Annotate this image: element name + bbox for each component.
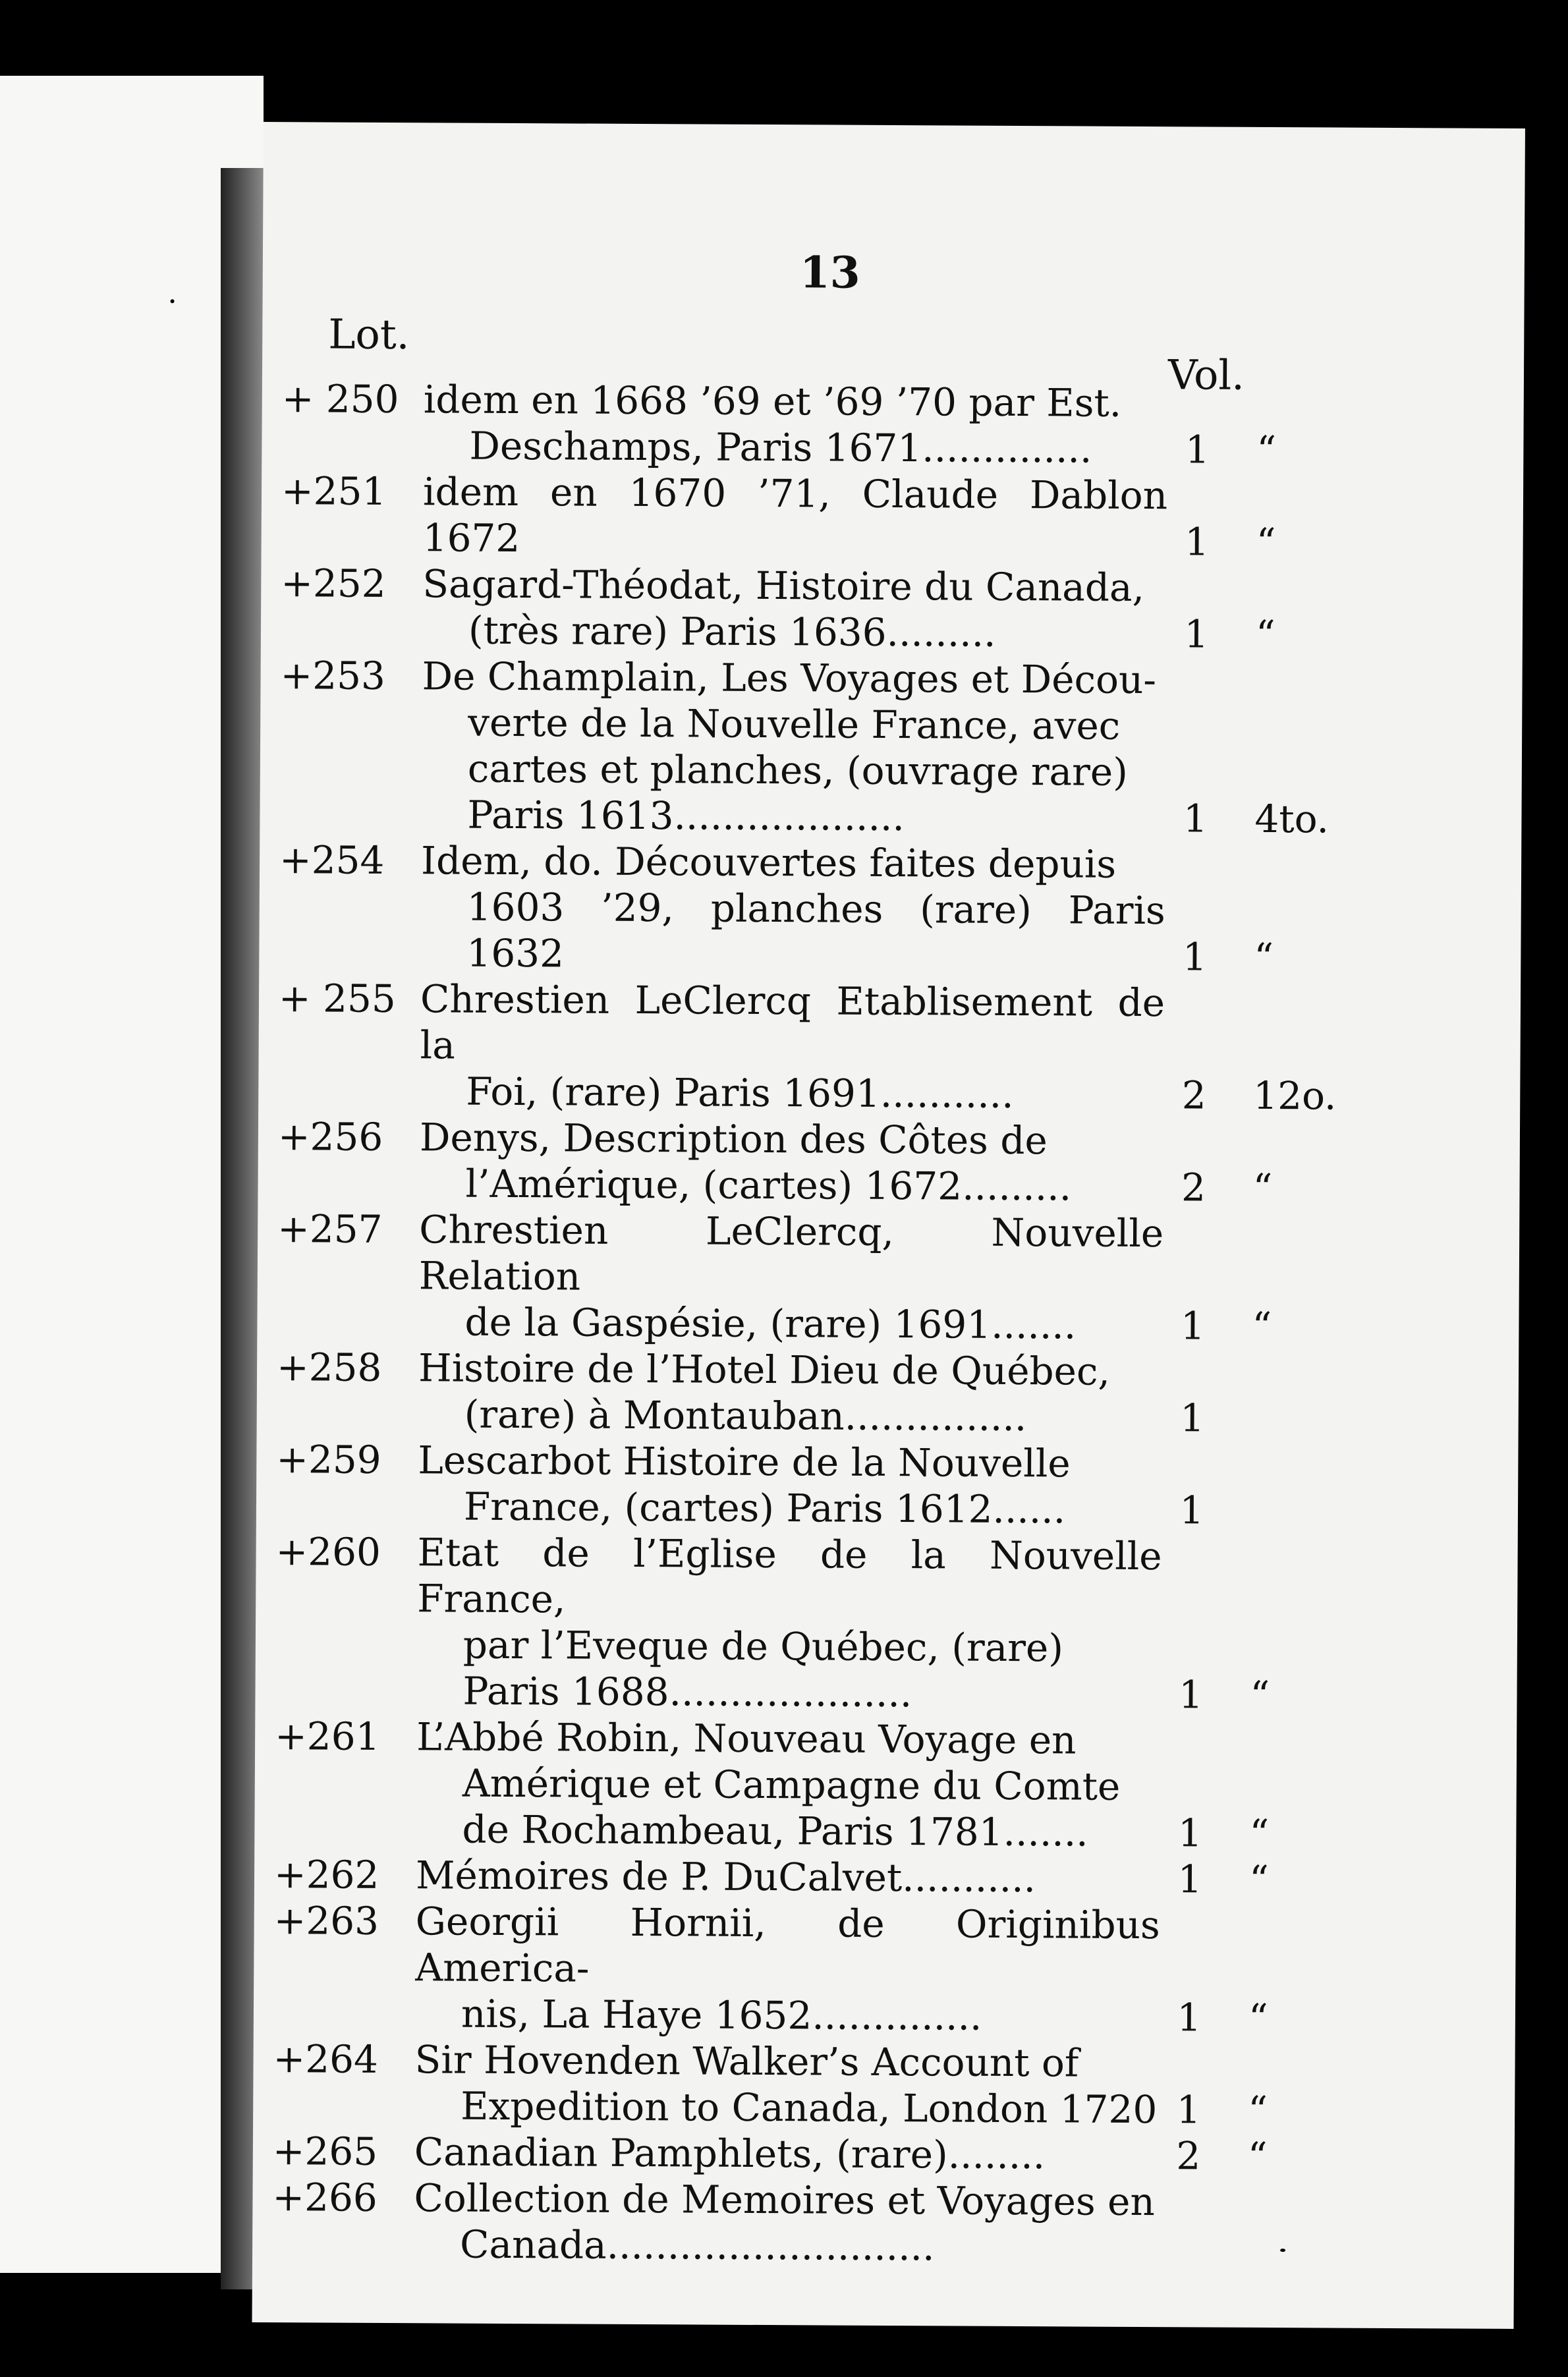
description-line: par l’Eveque de Québec, (rare) xyxy=(462,1622,1064,1671)
entries-list xyxy=(252,376,1524,2273)
lot-number: +261 xyxy=(274,1714,380,1759)
lot-number: +256 xyxy=(277,1114,383,1160)
description-line: de Rochambeau, Paris 1781....... xyxy=(462,1806,1088,1855)
lot-column-header: Lot. xyxy=(328,310,410,359)
entry-description xyxy=(414,2175,1159,2271)
description-line: Amérique et Campagne du Comte xyxy=(462,1760,1121,1809)
description-line: France, (cartes) Paris 1612...... xyxy=(463,1484,1066,1532)
volume-count: 1 xyxy=(1176,2087,1201,2133)
entry-description xyxy=(418,1206,1163,1349)
description-line: Paris 1613................... xyxy=(467,792,905,840)
vol-column-header: Vol. xyxy=(1167,350,1245,399)
description-line: Chrestien LeClercq, Nouvelle Relation xyxy=(418,1207,1164,1299)
entry-description xyxy=(416,1529,1162,1718)
entry-description xyxy=(414,2129,1159,2179)
lot-number: +257 xyxy=(277,1206,383,1252)
book-format: “ xyxy=(1249,1810,1270,1857)
catalogue-entry xyxy=(259,837,1521,982)
book-format: “ xyxy=(1247,2133,1268,2179)
description-line: cartes et planches, (ouvrage rare) xyxy=(467,746,1128,795)
volume-count: 1 xyxy=(1180,1395,1205,1441)
lot-number: + 255 xyxy=(278,976,396,1022)
description-line: nis, La Haye 1652.............. xyxy=(461,1991,982,2039)
lot-number: +260 xyxy=(275,1529,381,1575)
description-line: idem en 1670 ’71, Claude Dablon 1672 xyxy=(422,469,1168,561)
catalogue-entry xyxy=(254,1713,1517,1858)
catalogue-entry xyxy=(253,2036,1515,2135)
catalogue-entry xyxy=(262,376,1524,474)
volume-count: 2 xyxy=(1176,2133,1201,2179)
ink-speck xyxy=(171,299,175,303)
entry-description xyxy=(419,1114,1164,1210)
lot-number: + 250 xyxy=(281,376,399,422)
description-line: De Champlain, Les Voyages et Décou- xyxy=(422,654,1157,703)
catalogue-entry xyxy=(257,1206,1519,1351)
book-format: “ xyxy=(1254,934,1274,980)
description-line: Canada........................... xyxy=(459,2222,935,2270)
entry-description xyxy=(418,1437,1163,1533)
description-line: Paris 1688.................... xyxy=(462,1668,912,1716)
description-line: de la Gaspésie, (rare) 1691....... xyxy=(464,1299,1077,1348)
book-format: “ xyxy=(1248,1857,1269,1903)
book-format: “ xyxy=(1252,1165,1273,1211)
volume-count: 1 xyxy=(1177,1857,1202,1902)
lot-number: +263 xyxy=(273,1898,379,1944)
entry-description xyxy=(415,1898,1160,2040)
book-format: “ xyxy=(1250,1672,1270,1718)
lot-number: +258 xyxy=(276,1345,382,1390)
catalogue-entry xyxy=(262,468,1524,567)
lot-number: +252 xyxy=(281,561,386,606)
lot-number: +259 xyxy=(276,1437,381,1482)
description-line: (très rare) Paris 1636......... xyxy=(468,607,996,656)
volume-count: 1 xyxy=(1180,1303,1206,1349)
catalogue-entry xyxy=(258,975,1521,1120)
volume-count: 1 xyxy=(1185,427,1210,472)
entry-description xyxy=(423,376,1168,472)
catalogue-page xyxy=(252,122,1525,2329)
volume-count: 2 xyxy=(1181,1073,1206,1118)
catalogue-entry xyxy=(255,1528,1517,1720)
lot-number: +265 xyxy=(272,2129,378,2174)
catalogue-entry xyxy=(252,2174,1515,2273)
volume-count: 1 xyxy=(1183,796,1208,841)
description-line: Foi, (rare) Paris 1691........... xyxy=(466,1069,1014,1117)
book-format: 4to. xyxy=(1254,796,1330,842)
catalogue-entry xyxy=(257,1344,1519,1443)
catalogue-entry xyxy=(254,1897,1516,2042)
description-line: 1603 ’29, planches (rare) Paris 1632 xyxy=(466,884,1165,976)
lot-number: +254 xyxy=(279,837,385,883)
lot-number: +251 xyxy=(281,468,387,514)
lot-number: +262 xyxy=(273,1852,379,1897)
entry-description xyxy=(422,561,1167,657)
description-line: Histoire de l’Hotel Dieu de Québec, xyxy=(418,1345,1111,1394)
entry-description xyxy=(416,1714,1161,1856)
lot-number: +253 xyxy=(280,653,386,698)
entry-description xyxy=(418,1345,1163,1441)
entry-description xyxy=(416,1852,1160,1902)
page-number: 13 xyxy=(799,246,860,298)
volume-count: 1 xyxy=(1182,934,1208,980)
volume-count: 1 xyxy=(1185,519,1210,565)
description-line: l’Amérique, (cartes) 1672......... xyxy=(465,1161,1072,1210)
description-line: Collection de Memoires et Voyages en xyxy=(414,2175,1155,2225)
entry-description xyxy=(414,2036,1160,2133)
catalogue-entry xyxy=(256,1436,1519,1535)
catalogue-entry xyxy=(258,1113,1520,1212)
catalogue-entry xyxy=(254,1851,1516,1904)
book-format: “ xyxy=(1252,1303,1272,1349)
description-line: Idem, do. Découvertes faites depuis xyxy=(420,838,1117,887)
description-line: Sagard-Théodat, Histoire du Canada, xyxy=(422,561,1145,611)
entry-description xyxy=(420,976,1165,1118)
book-format: “ xyxy=(1248,1995,1268,2041)
description-line: verte de la Nouvelle France, avec xyxy=(468,700,1121,748)
volume-count: 1 xyxy=(1177,1810,1203,1856)
book-format: “ xyxy=(1256,519,1276,565)
description-line: Sir Hovenden Walker’s Account of xyxy=(414,2037,1079,2086)
description-line: Deschamps, Paris 1671.............. xyxy=(469,423,1092,472)
book-format: “ xyxy=(1248,2087,1268,2133)
volume-count: 2 xyxy=(1181,1165,1206,1210)
lot-number: +264 xyxy=(273,2036,379,2082)
book-format: “ xyxy=(1256,427,1277,473)
catalogue-entry xyxy=(261,560,1523,659)
description-line: Chrestien LeClercq Etablisement de la xyxy=(420,976,1165,1068)
volume-count: 1 xyxy=(1178,1672,1204,1718)
description-line: Mémoires de P. DuCalvet........... xyxy=(415,1853,1036,1901)
entry-description xyxy=(421,653,1166,841)
description-line: Etat de l’Eglise de la Nouvelle France, xyxy=(417,1530,1162,1622)
book-format: “ xyxy=(1255,611,1275,657)
description-line: idem en 1668 ’69 et ’69 ’70 par Est. xyxy=(423,377,1122,426)
ink-speck xyxy=(1280,2249,1285,2252)
catalogue-entry xyxy=(253,2128,1515,2181)
description-line: Denys, Description des Côtes de xyxy=(419,1115,1048,1163)
entry-description xyxy=(420,837,1165,980)
volume-count: 1 xyxy=(1177,1995,1202,2040)
catalogue-entry xyxy=(260,652,1522,843)
description-line: Lescarbot Histoire de la Nouvelle xyxy=(418,1438,1071,1486)
description-line: (rare) à Montauban............... xyxy=(464,1391,1027,1440)
lot-number: +266 xyxy=(272,2175,378,2220)
description-line: Expedition to Canada, London 1720 xyxy=(461,2083,1158,2133)
volume-count: 1 xyxy=(1184,611,1209,657)
description-line: Canadian Pamphlets, (rare)........ xyxy=(414,2129,1046,2178)
entry-description xyxy=(423,468,1168,565)
book-format: 12o. xyxy=(1253,1073,1337,1119)
description-line: Georgii Hornii, de Originibus America- xyxy=(415,1899,1160,1991)
volume-count: 1 xyxy=(1179,1488,1204,1533)
description-line: L’Abbé Robin, Nouveau Voyage en xyxy=(416,1714,1077,1763)
